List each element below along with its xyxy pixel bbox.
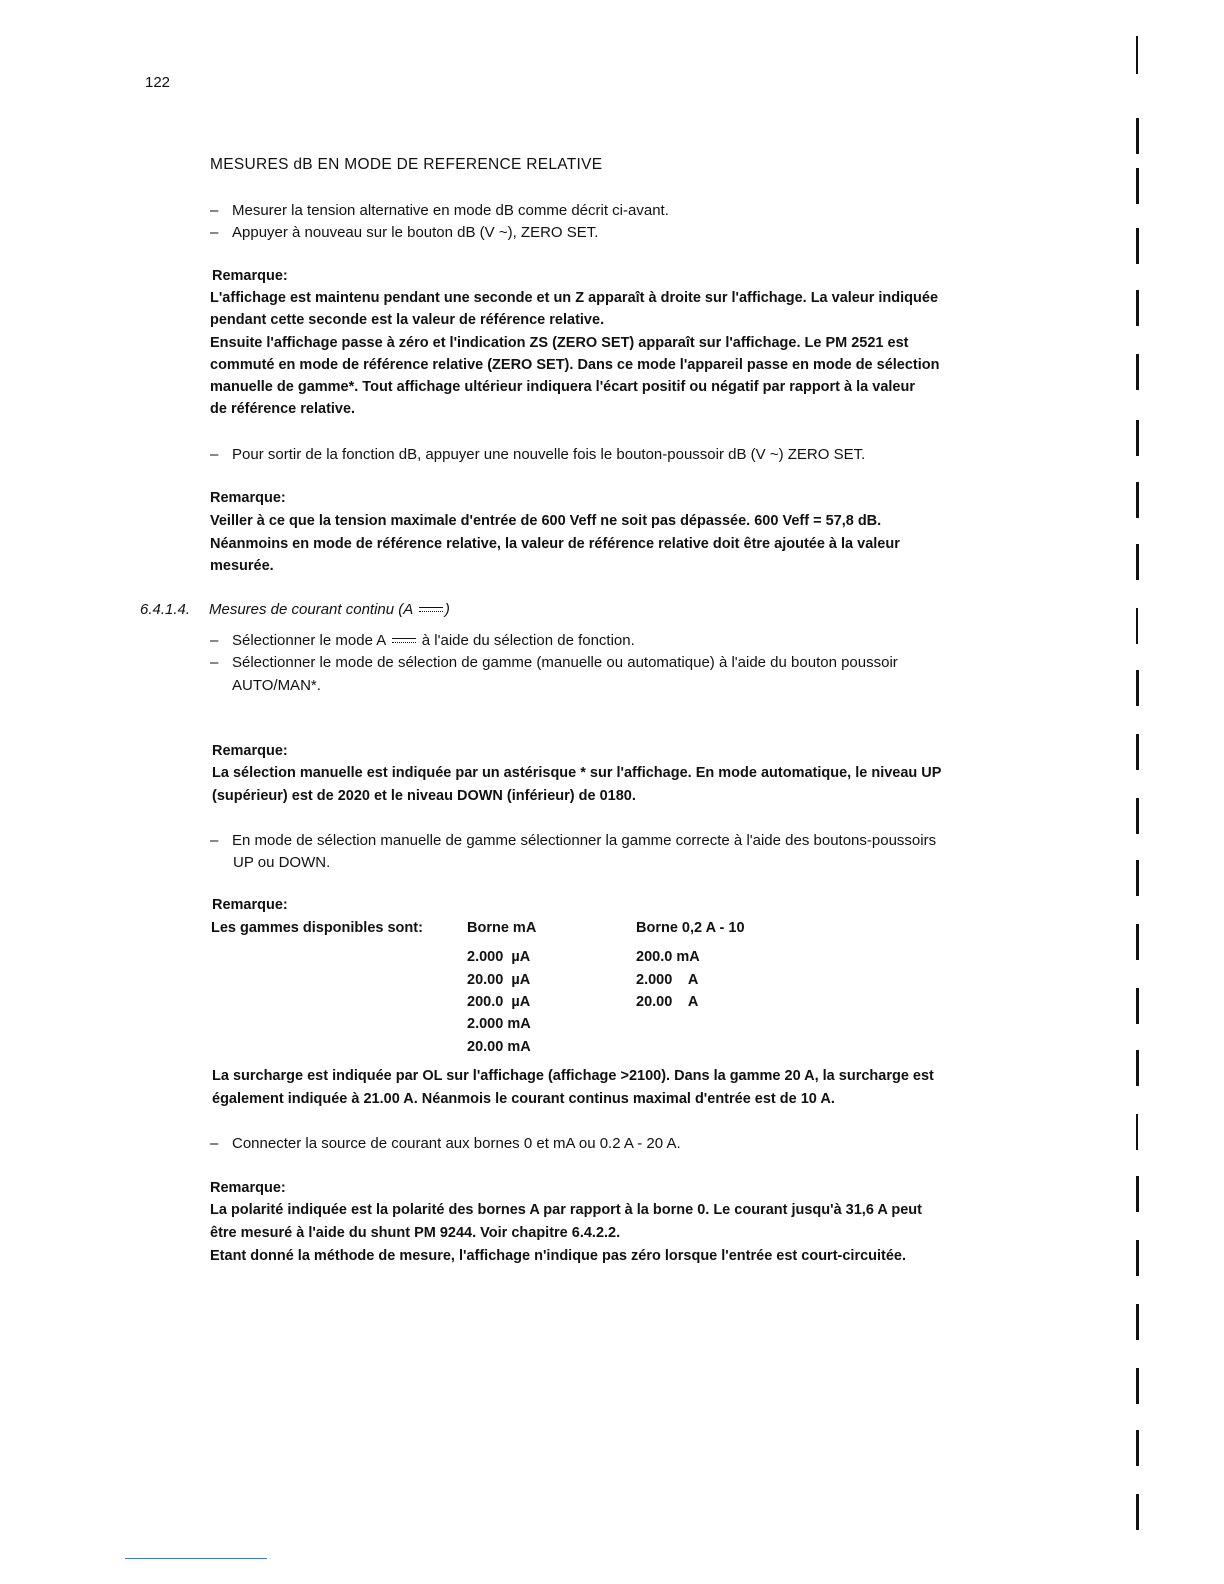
dash: – [210, 202, 219, 219]
step-text [232, 632, 635, 649]
range-value: 20.00 µA [467, 972, 531, 988]
range-value: 2.000 µA [467, 949, 531, 965]
binder-mark [1136, 924, 1139, 960]
overload-line: également indiquée à 21.00 A. Néanmois le courant continus maximal d'entrée est de 10 A. [212, 1091, 835, 1107]
binder-mark [1136, 860, 1139, 896]
section-title-suffix: ) [444, 601, 450, 618]
ranges-col1-header: Borne mA [467, 920, 537, 936]
remark-label: Remarque: [210, 490, 286, 506]
remark-line: La polarité indiquée est la polarité des bornes A par rapport à la borne 0. Le courant jusqu'à 31,6 A peut [210, 1202, 922, 1218]
binder-mark [1136, 1176, 1139, 1212]
ranges-col2-header: Borne 0,2 A - 10 [636, 920, 745, 936]
binder-mark [1136, 734, 1139, 770]
binder-mark [1136, 544, 1139, 580]
range-value: 200.0 µA [467, 994, 531, 1010]
remark-line: pendant cette seconde est la valeur de référence relative. [210, 312, 605, 328]
section-number: 6.4.1.4. [140, 601, 191, 618]
dash: – [210, 224, 219, 241]
remark-label: Remarque: [212, 268, 288, 284]
dash: – [210, 832, 219, 849]
step-text-continued: AUTO/MAN*. [232, 677, 321, 694]
range-value: 2.000 mA [467, 1016, 531, 1032]
binder-mark [1136, 798, 1139, 834]
dash: – [210, 654, 219, 671]
binder-mark [1136, 482, 1139, 518]
remark-line: Etant donné la méthode de mesure, l'affichage n'indique pas zéro lorsque l'entrée est court-circuitée. [210, 1248, 907, 1264]
step-text: Appuyer à nouveau sur le bouton dB (V ~), ZERO SET. [232, 224, 599, 241]
remark-line: (supérieur) est de 2020 et le niveau DOWN (inférieur) de 0180. [212, 788, 636, 804]
binder-mark [1136, 1368, 1139, 1404]
binder-mark [1136, 1050, 1139, 1086]
step-text-suffix: à l'aide du sélection de fonction. [417, 632, 635, 649]
remark-line: mesurée. [210, 558, 274, 574]
step-text: Mesurer la tension alternative en mode dB comme décrit ci-avant. [232, 202, 669, 219]
remark-label: Remarque: [212, 743, 288, 759]
binder-mark [1136, 1240, 1139, 1276]
dash: – [210, 1135, 219, 1152]
remark-line: de référence relative. [210, 401, 356, 417]
binder-mark [1136, 988, 1139, 1024]
range-value: 2.000 A [636, 972, 699, 988]
remark-line: Néanmoins en mode de référence relative, la valeur de référence relative doit être ajoutée à la valeur [210, 536, 900, 552]
binder-mark [1136, 228, 1139, 264]
section-title-prefix: Mesures de courant continu (A [209, 601, 417, 618]
binder-mark [1136, 670, 1139, 706]
binder-mark [1136, 420, 1139, 456]
section-heading-db-relative: MESURES dB EN MODE DE REFERENCE RELATIVE [210, 156, 603, 173]
binder-mark [1136, 1304, 1139, 1340]
step-text: Pour sortir de la fonction dB, appuyer une nouvelle fois le bouton-poussoir dB (V ~) ZERO SET. [232, 446, 866, 463]
remark-line: La sélection manuelle est indiquée par un astérisque * sur l'affichage. En mode automatique, le niveau UP [212, 765, 942, 781]
remark-line: L'affichage est maintenu pendant une seconde et un Z apparaît à droite sur l'affichage. La valeur indiquée [210, 290, 939, 306]
range-value: 200.0 mA [636, 949, 700, 965]
ranges-label: Les gammes disponibles sont: [211, 920, 423, 936]
footer-rule [125, 1558, 267, 1559]
remark-line: manuelle de gamme*. Tout affichage ultérieur indiquera l'écart positif ou négatif par rapport à la valeur [210, 379, 915, 395]
dc-symbol-icon [417, 605, 445, 615]
binder-mark [1136, 290, 1139, 326]
binder-mark [1136, 1494, 1139, 1530]
binder-mark [1136, 1430, 1139, 1466]
step-text-continued: UP ou DOWN. [233, 854, 331, 871]
remark-line: Ensuite l'affichage passe à zéro et l'indication ZS (ZERO SET) apparaît sur l'affichage. Le PM 2521 est [210, 335, 909, 351]
remark-line: être mesuré à l'aide du shunt PM 9244. Voir chapitre 6.4.2.2. [210, 1225, 621, 1241]
binder-mark [1136, 118, 1139, 154]
binder-mark [1136, 608, 1138, 644]
binder-mark [1136, 168, 1139, 204]
remark-line: commuté en mode de référence relative (ZERO SET). Dans ce mode l'appareil passe en mode de sélection [210, 357, 940, 373]
binder-mark [1136, 36, 1138, 74]
dash: – [210, 632, 219, 649]
dash: – [210, 446, 219, 463]
page-number: 122 [145, 74, 171, 91]
step-text: En mode de sélection manuelle de gamme sélectionner la gamme correcte à l'aide des boutons-poussoirs [232, 832, 937, 849]
remark-line: Veiller à ce que la tension maximale d'entrée de 600 Veff ne soit pas dépassée. 600 Veff = 57,8 dB. [210, 513, 882, 529]
range-value: 20.00 mA [467, 1039, 531, 1055]
step-text-prefix: Sélectionner le mode A [232, 632, 390, 649]
step-text: Connecter la source de courant aux bornes 0 et mA ou 0.2 A - 20 A. [232, 1135, 681, 1152]
binder-mark [1136, 1114, 1138, 1150]
dc-symbol-icon [390, 636, 418, 646]
section-title [209, 601, 450, 618]
step-text: Sélectionner le mode de sélection de gamme (manuelle ou automatique) à l'aide du bouton poussoir [232, 654, 898, 671]
overload-line: La surcharge est indiquée par OL sur l'affichage (affichage >2100). Dans la gamme 20 A, la surcharge est [212, 1068, 934, 1084]
range-value: 20.00 A [636, 994, 699, 1010]
remark-label: Remarque: [212, 897, 288, 913]
remark-label: Remarque: [210, 1180, 286, 1196]
binder-mark [1136, 354, 1139, 390]
